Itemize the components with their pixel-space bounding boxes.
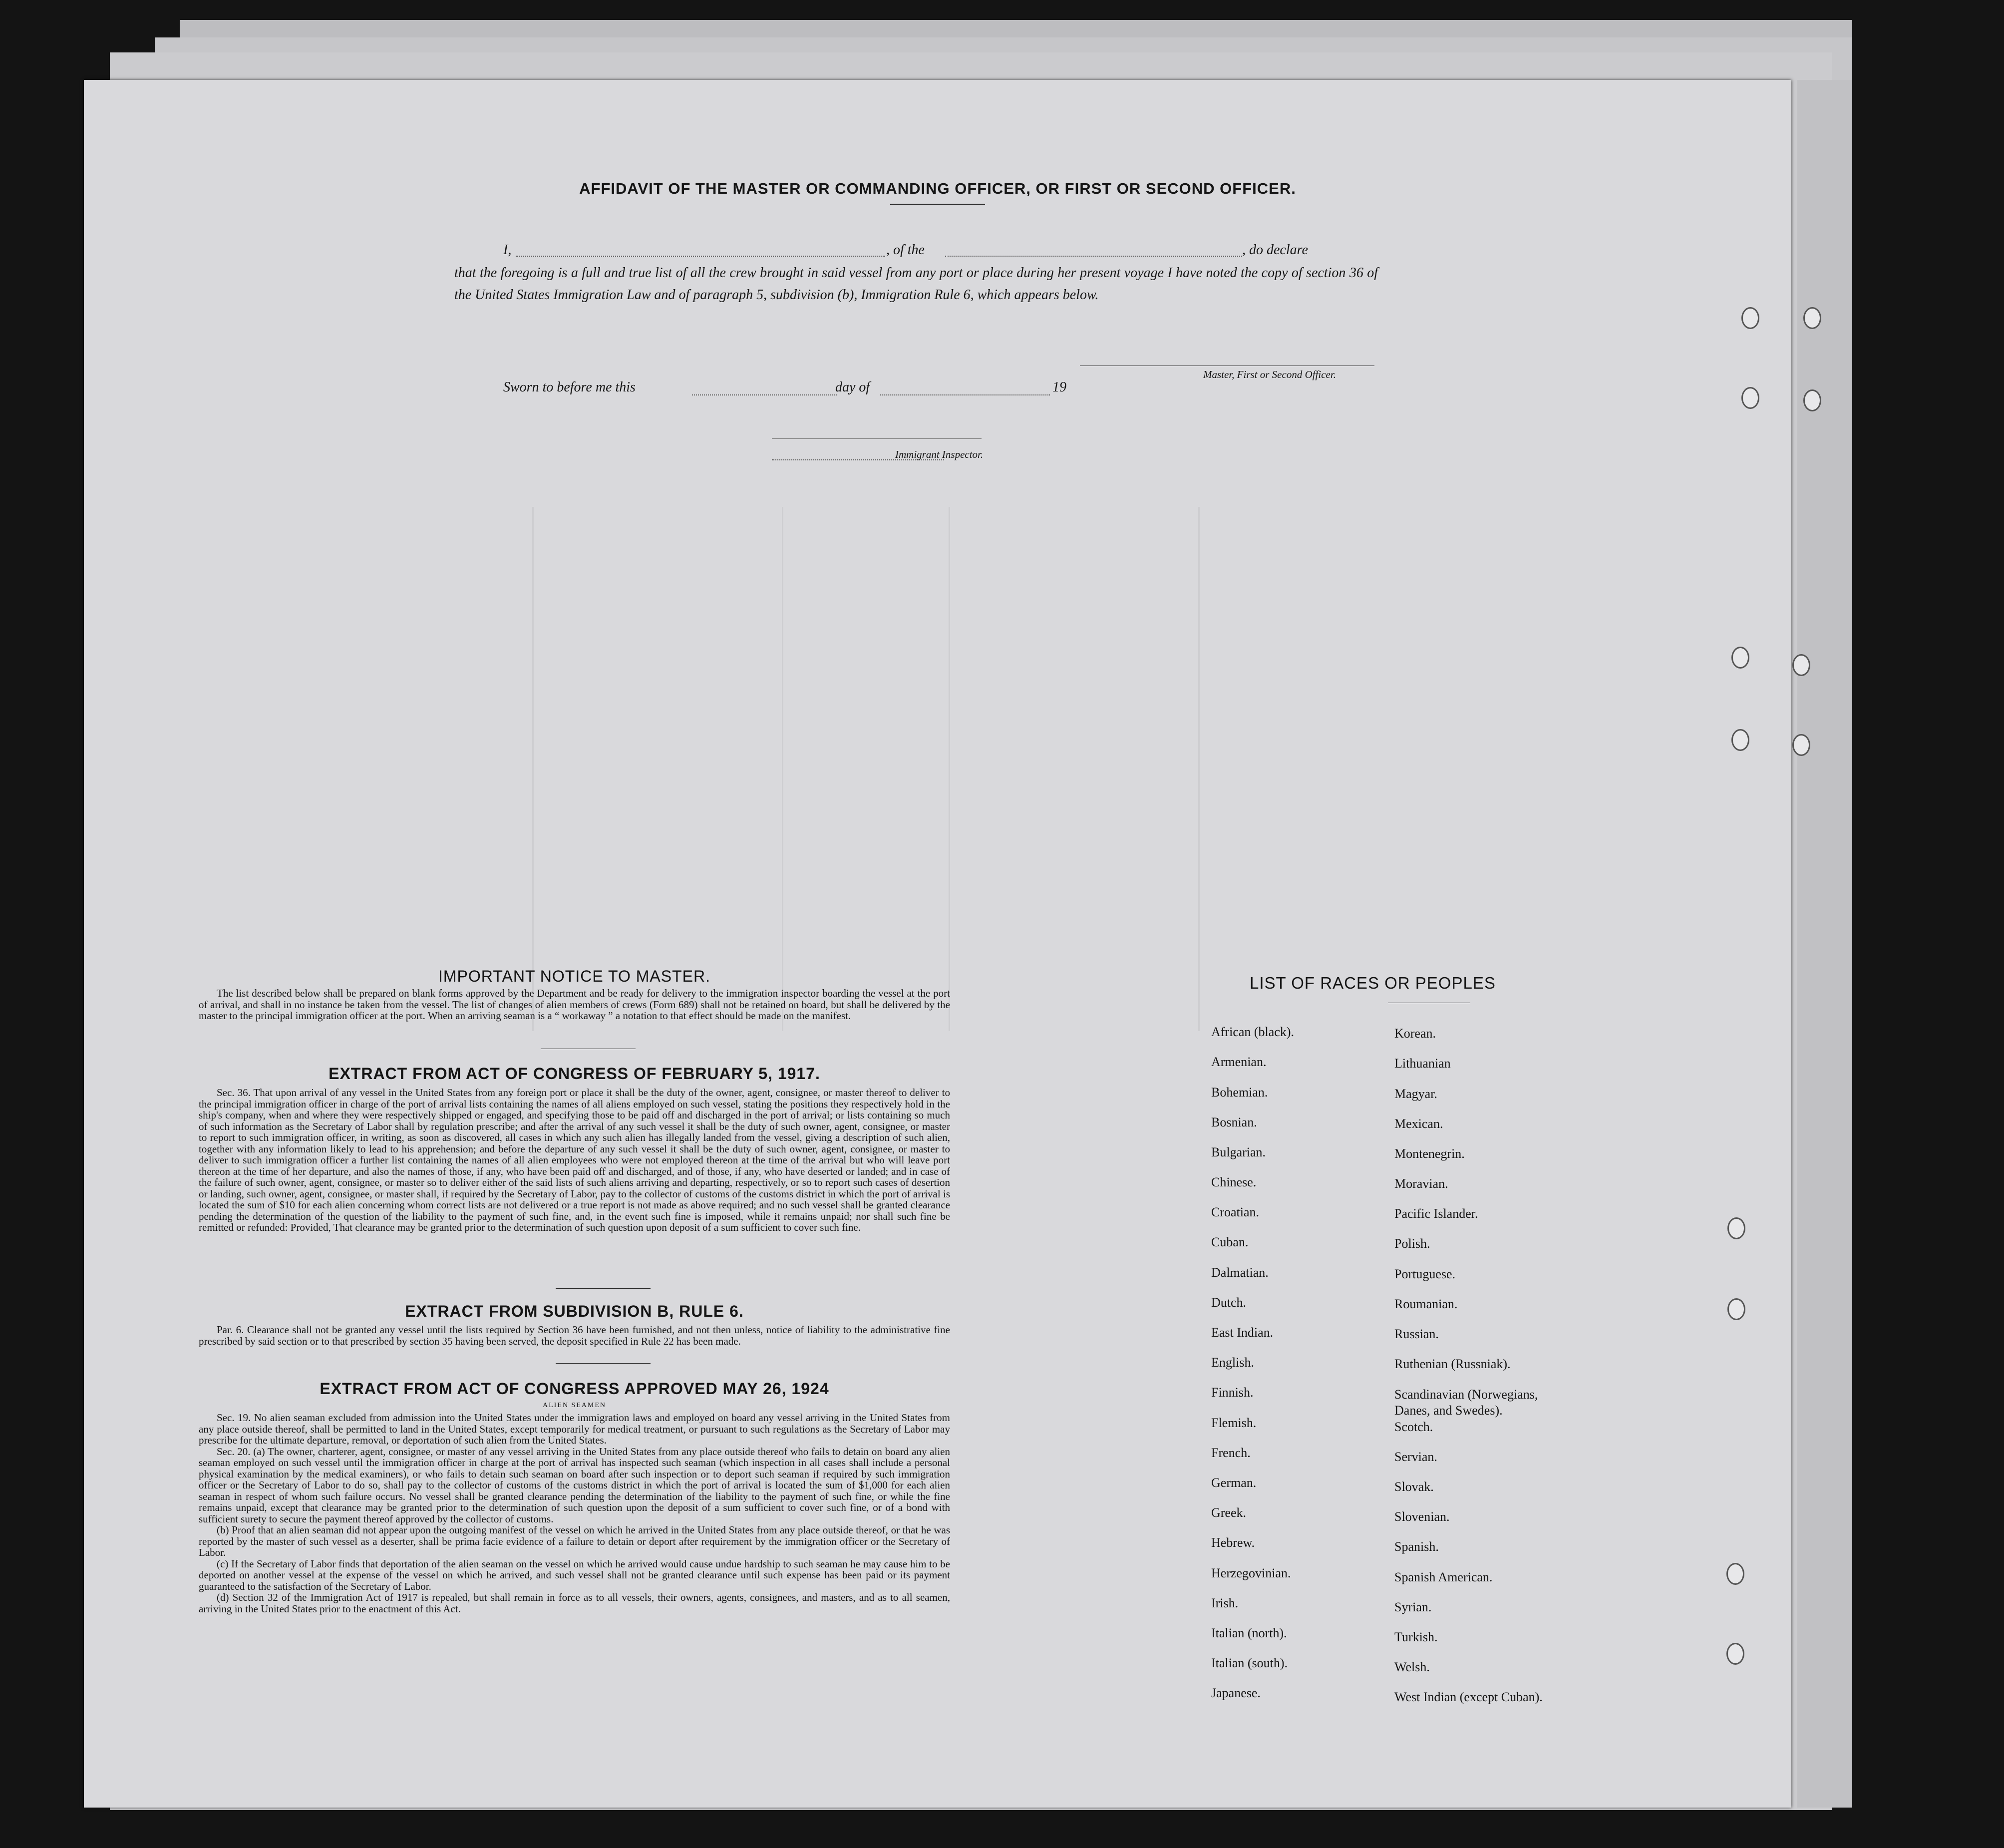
race-right-item: West Indian (except Cuban). [1394, 1690, 1543, 1704]
extract-1917-title: EXTRACT FROM ACT OF CONGRESS OF FEBRUARY 5, 1917. [329, 1065, 820, 1083]
race-right-item: Korean. [1394, 1026, 1436, 1041]
race-right-item: Magyar. [1394, 1087, 1437, 1101]
binder-hole [1731, 647, 1749, 669]
extract-1924-paragraph: (d) Section 32 of the Immigration Act of 1917 is repealed, but shall remain in force as to all vessels, their owners, agents, consignees, and masters, and as to all seamen, arriving in the United States prior to the enactment of this Act. [199, 1591, 950, 1615]
race-right-item: Ruthenian (Russniak). [1394, 1357, 1511, 1371]
sworn-month-fill-line[interactable] [880, 394, 1050, 395]
race-left-item: Chinese. [1211, 1175, 1257, 1189]
race-left-item: East Indian. [1211, 1325, 1274, 1340]
signature-label: Master, First or Second Officer. [1203, 369, 1336, 380]
races-title: LIST OF RACES OR PEOPLES [1250, 974, 1496, 992]
race-left-item: Finnish. [1211, 1385, 1254, 1400]
extract-rule6-paragraph: Par. 6. Clearance shall not be granted any vessel until the lists required by Section 36 have been furnished, and not then unless, notice of liability to the administrative fine prescribed by said section or to that prescribed by section 35 having been served, the deposit specified in Rule 22 has been made. [199, 1324, 950, 1347]
sworn-day-fill-line[interactable] [692, 394, 837, 395]
race-right-item: Turkish. [1394, 1630, 1438, 1644]
race-left-item: English. [1211, 1355, 1254, 1370]
inspector-signature-line[interactable] [772, 438, 982, 439]
race-left-item: Dalmatian. [1211, 1265, 1269, 1280]
race-right-item: Roumanian. [1394, 1297, 1458, 1311]
race-right-item: Slovenian. [1394, 1509, 1450, 1524]
of-the-label: , of the [886, 242, 925, 258]
notice-text [199, 988, 950, 1022]
extract-1917-text [199, 1087, 950, 1233]
race-left-item: Italian (north). [1211, 1626, 1287, 1640]
extract-1924-text [199, 1412, 950, 1614]
race-right-item: Polish. [1394, 1236, 1430, 1251]
binder-hole [1727, 1217, 1745, 1239]
race-right-item: Scotch. [1394, 1420, 1433, 1434]
binder-hole [1803, 307, 1821, 329]
sworn-label: Sworn to before me this [503, 379, 636, 395]
race-left-item: Croatian. [1211, 1205, 1260, 1219]
extract-rule6-title: EXTRACT FROM SUBDIVISION B, RULE 6. [405, 1302, 744, 1320]
notice-paragraph: The list described below shall be prepared on blank forms approved by the Department and be ready for delivery to the immigration inspector boarding the vessel at the port of arrival, and shall in no instance be taken from the vessel. The list of changes of alien members of crews (Form 689) shall not be retained on board, but shall be delivered by the master to the principal immigration officer at the port. When an arriving seaman is a “ workaway ” a notation to that effect should be made on the manifest. [199, 987, 950, 1022]
day-of-label: day of [835, 379, 870, 395]
affidavit-title: AFFIDAVIT OF THE MASTER OR COMMANDING OFFICER, OR FIRST OR SECOND OFFICER. [579, 180, 1296, 197]
affidavit-statement: that the foregoing is a full and true list of all the crew brought in said vessel from any port or place during her present voyage I have noted the copy of section 36 of the United States Immigration Law and of paragraph 5, subdivision (b), Immigration Rule 6, which appears below. [454, 265, 1378, 303]
back-page-edge-4 [1797, 80, 1852, 1808]
race-left-item: Bulgarian. [1211, 1145, 1266, 1159]
binder-hole [1803, 389, 1821, 411]
extract-1924-subtitle: ALIEN SEAMEN [542, 1402, 607, 1409]
extract-1917-paragraph: Sec. 36. That upon arrival of any vessel in the United States from any foreign port or place it shall be the duty of the owner, agent, consignee, or master thereof to deliver to the principal immigration officer in charge of the port of arrival lists containing the names of all aliens employed on such vessel, stating the positions they respectively hold in the ship's company, when and where they were respectively shipped or engaged, and specifying those to be paid off and discharged in the port of arrival; or lists containing so much of such information as the Secretary of Labor shall by regulation prescribe; and after the arrival of any such vessel it shall be the duty of such owner, agent, consignee, or master to report to such immigration officer, in writing, as soon as discovered, all cases in which any such alien has illegally landed from the vessel, giving a description of such alien, together with any information likely to lead to his apprehension; and before the departure of any such vessel it shall be the duty of such owner, agent, consignee, or master to deliver to such immigration officer a further list containing the names of all alien employees who were not employed thereon at the time of the arrival but who will leave port thereon at the time of her departure, and also the names of those, if any, who have been paid off and discharged, and of those, if any, who have deserted or landed; and in case of the failure of such owner, agent, consignee, or master so to deliver either of the said lists of such aliens arriving and departing, respectively, or so to report such cases of desertion or landing, such owner, agent, consignee, or master shall, if required by the Secretary of Labor, pay to the collector of customs of the customs district in which the port of arrival is located the sum of $10 for each alien concerning whom correct lists are not delivered or a true report is not made as above required; and no such vessel shall be granted clearance pending the determination of the question of the liability to the payment of such fine, and, in the event such fine is imposed, while it remains unpaid; nor shall such fine be remitted or refunded: Provided, That clearance may be granted prior to the determination of such question upon deposit of a sum sufficient to cover such fine. [199, 1087, 950, 1233]
race-left-item: French. [1211, 1446, 1251, 1460]
race-left-item: African (black). [1211, 1025, 1295, 1039]
extract-rule6-rule [556, 1363, 651, 1364]
race-left-item: Italian (south). [1211, 1656, 1288, 1670]
binder-hole [1741, 307, 1759, 329]
race-left-item: Hebrew. [1211, 1535, 1255, 1550]
race-right-item: Portuguese. [1394, 1267, 1456, 1281]
form-page [84, 80, 1791, 1808]
name-fill-line[interactable] [516, 256, 885, 257]
race-right-item: Lithuanian [1394, 1056, 1451, 1071]
race-left-item: Japanese. [1211, 1686, 1261, 1700]
race-left-item: German. [1211, 1476, 1257, 1490]
extract-1924-title: EXTRACT FROM ACT OF CONGRESS APPROVED MAY 26, 1924 [320, 1380, 829, 1398]
binder-hole [1726, 1643, 1744, 1665]
race-right-item: Russian. [1394, 1327, 1439, 1341]
race-right-item: Slovak. [1394, 1479, 1434, 1494]
race-left-item: Bosnian. [1211, 1115, 1257, 1129]
race-right-item: Welsh. [1394, 1660, 1430, 1674]
race-left-item: Greek. [1211, 1505, 1247, 1520]
affidavit-title-rule [890, 204, 985, 205]
race-left-item: Dutch. [1211, 1295, 1247, 1310]
race-left-item: Armenian. [1211, 1055, 1267, 1069]
race-left-item: Cuban. [1211, 1235, 1249, 1249]
race-right-item: Syrian. [1394, 1600, 1432, 1614]
race-left-item: Flemish. [1211, 1416, 1257, 1430]
race-right-item: Mexican. [1394, 1116, 1443, 1131]
race-right-item: Moravian. [1394, 1176, 1448, 1191]
race-left-item: Bohemian. [1211, 1085, 1268, 1100]
race-right-item: Spanish. [1394, 1539, 1439, 1554]
notice-title: IMPORTANT NOTICE TO MASTER. [438, 967, 710, 985]
race-left-item: Herzegovinian. [1211, 1566, 1291, 1580]
race-right-item: Pacific Islander. [1394, 1206, 1478, 1221]
extract-1924-paragraph: Sec. 20. (a) The owner, charterer, agent, consignee, or master of any vessel arriving in the United States from any place outside thereof who fails to detain on board any alien seaman employed on such vessel until the immigration officer in charge at the port of arrival has inspected such seaman (which inspection in all cases shall include a personal physical examination by the medical examiners), or who fails to detain such seaman on board after such inspection or to deport such seaman if required by such immigration officer or the Secretary of Labor to do so, shall pay to the collector of customs of the customs district in which the port of arrival is located the sum of $1,000 for each alien seaman in respect of whom such failure occurs. No vessel shall be granted clearance pending the determination of the liability to the payment of such fine, or while the fine remains unpaid, except that clearance may be granted prior to the determination of such question upon the deposit of a sum sufficient to cover such fine, or of a bond with sufficient surety to secure the payment thereof approved by the collector of customs. [199, 1445, 950, 1525]
year-prefix: 19 [1052, 379, 1066, 395]
race-right-item: Servian. [1394, 1450, 1437, 1464]
binder-hole [1726, 1563, 1744, 1585]
race-right-item: Scandinavian (Norwegians, Danes, and Swedes). [1394, 1387, 1538, 1418]
race-left-item: Irish. [1211, 1596, 1239, 1610]
binder-hole [1731, 729, 1749, 751]
race-right-item: Montenegrin. [1394, 1146, 1465, 1161]
binder-hole [1741, 387, 1759, 409]
vessel-fill-line[interactable] [945, 256, 1242, 257]
extract-rule6-text [199, 1324, 950, 1347]
extract-1924-paragraph: (b) Proof that an alien seaman did not appear upon the outgoing manifest of the vessel on which he arrived in the United States from any place outside thereof, or that he was reported by the master of such vessel as a deserter, shall be prima facie evidence of a failure to detain or deport after requirement by the immigration officer or the Secretary of Labor. [199, 1524, 950, 1558]
binder-hole [1792, 734, 1810, 756]
binder-hole [1727, 1298, 1745, 1320]
inspector-label: Immigrant Inspector. [895, 448, 984, 460]
extract-1924-paragraph: Sec. 19. No alien seaman excluded from admission into the United States under the immigration laws and employed on board any vessel arriving in the United States from any place outside thereof, shall be permitted to land in the United States, except temporarily for medical treatment, or pursuant to such regulations as the Secretary of Labor may prescribe for the ultimate departure, removal, or deportation of such alien from the United States. [199, 1412, 950, 1446]
extract-1924-paragraph: (c) If the Secretary of Labor finds that deportation of the alien seaman on the vessel on which he arrived would cause undue hardship to such seaman he may cause him to be deported on another vessel at the expense of the vessel on which he arrived, and such vessel shall not be granted clearance until such expense has been paid or its payment guaranteed to the satisfaction of the Secretary of Labor. [199, 1557, 950, 1592]
do-declare-label: , do declare [1242, 242, 1308, 258]
binder-hole [1792, 654, 1810, 676]
race-right-item: Spanish American. [1394, 1570, 1493, 1584]
extract-1917-rule [556, 1288, 651, 1289]
affidavit-i-label: I, [503, 242, 512, 258]
